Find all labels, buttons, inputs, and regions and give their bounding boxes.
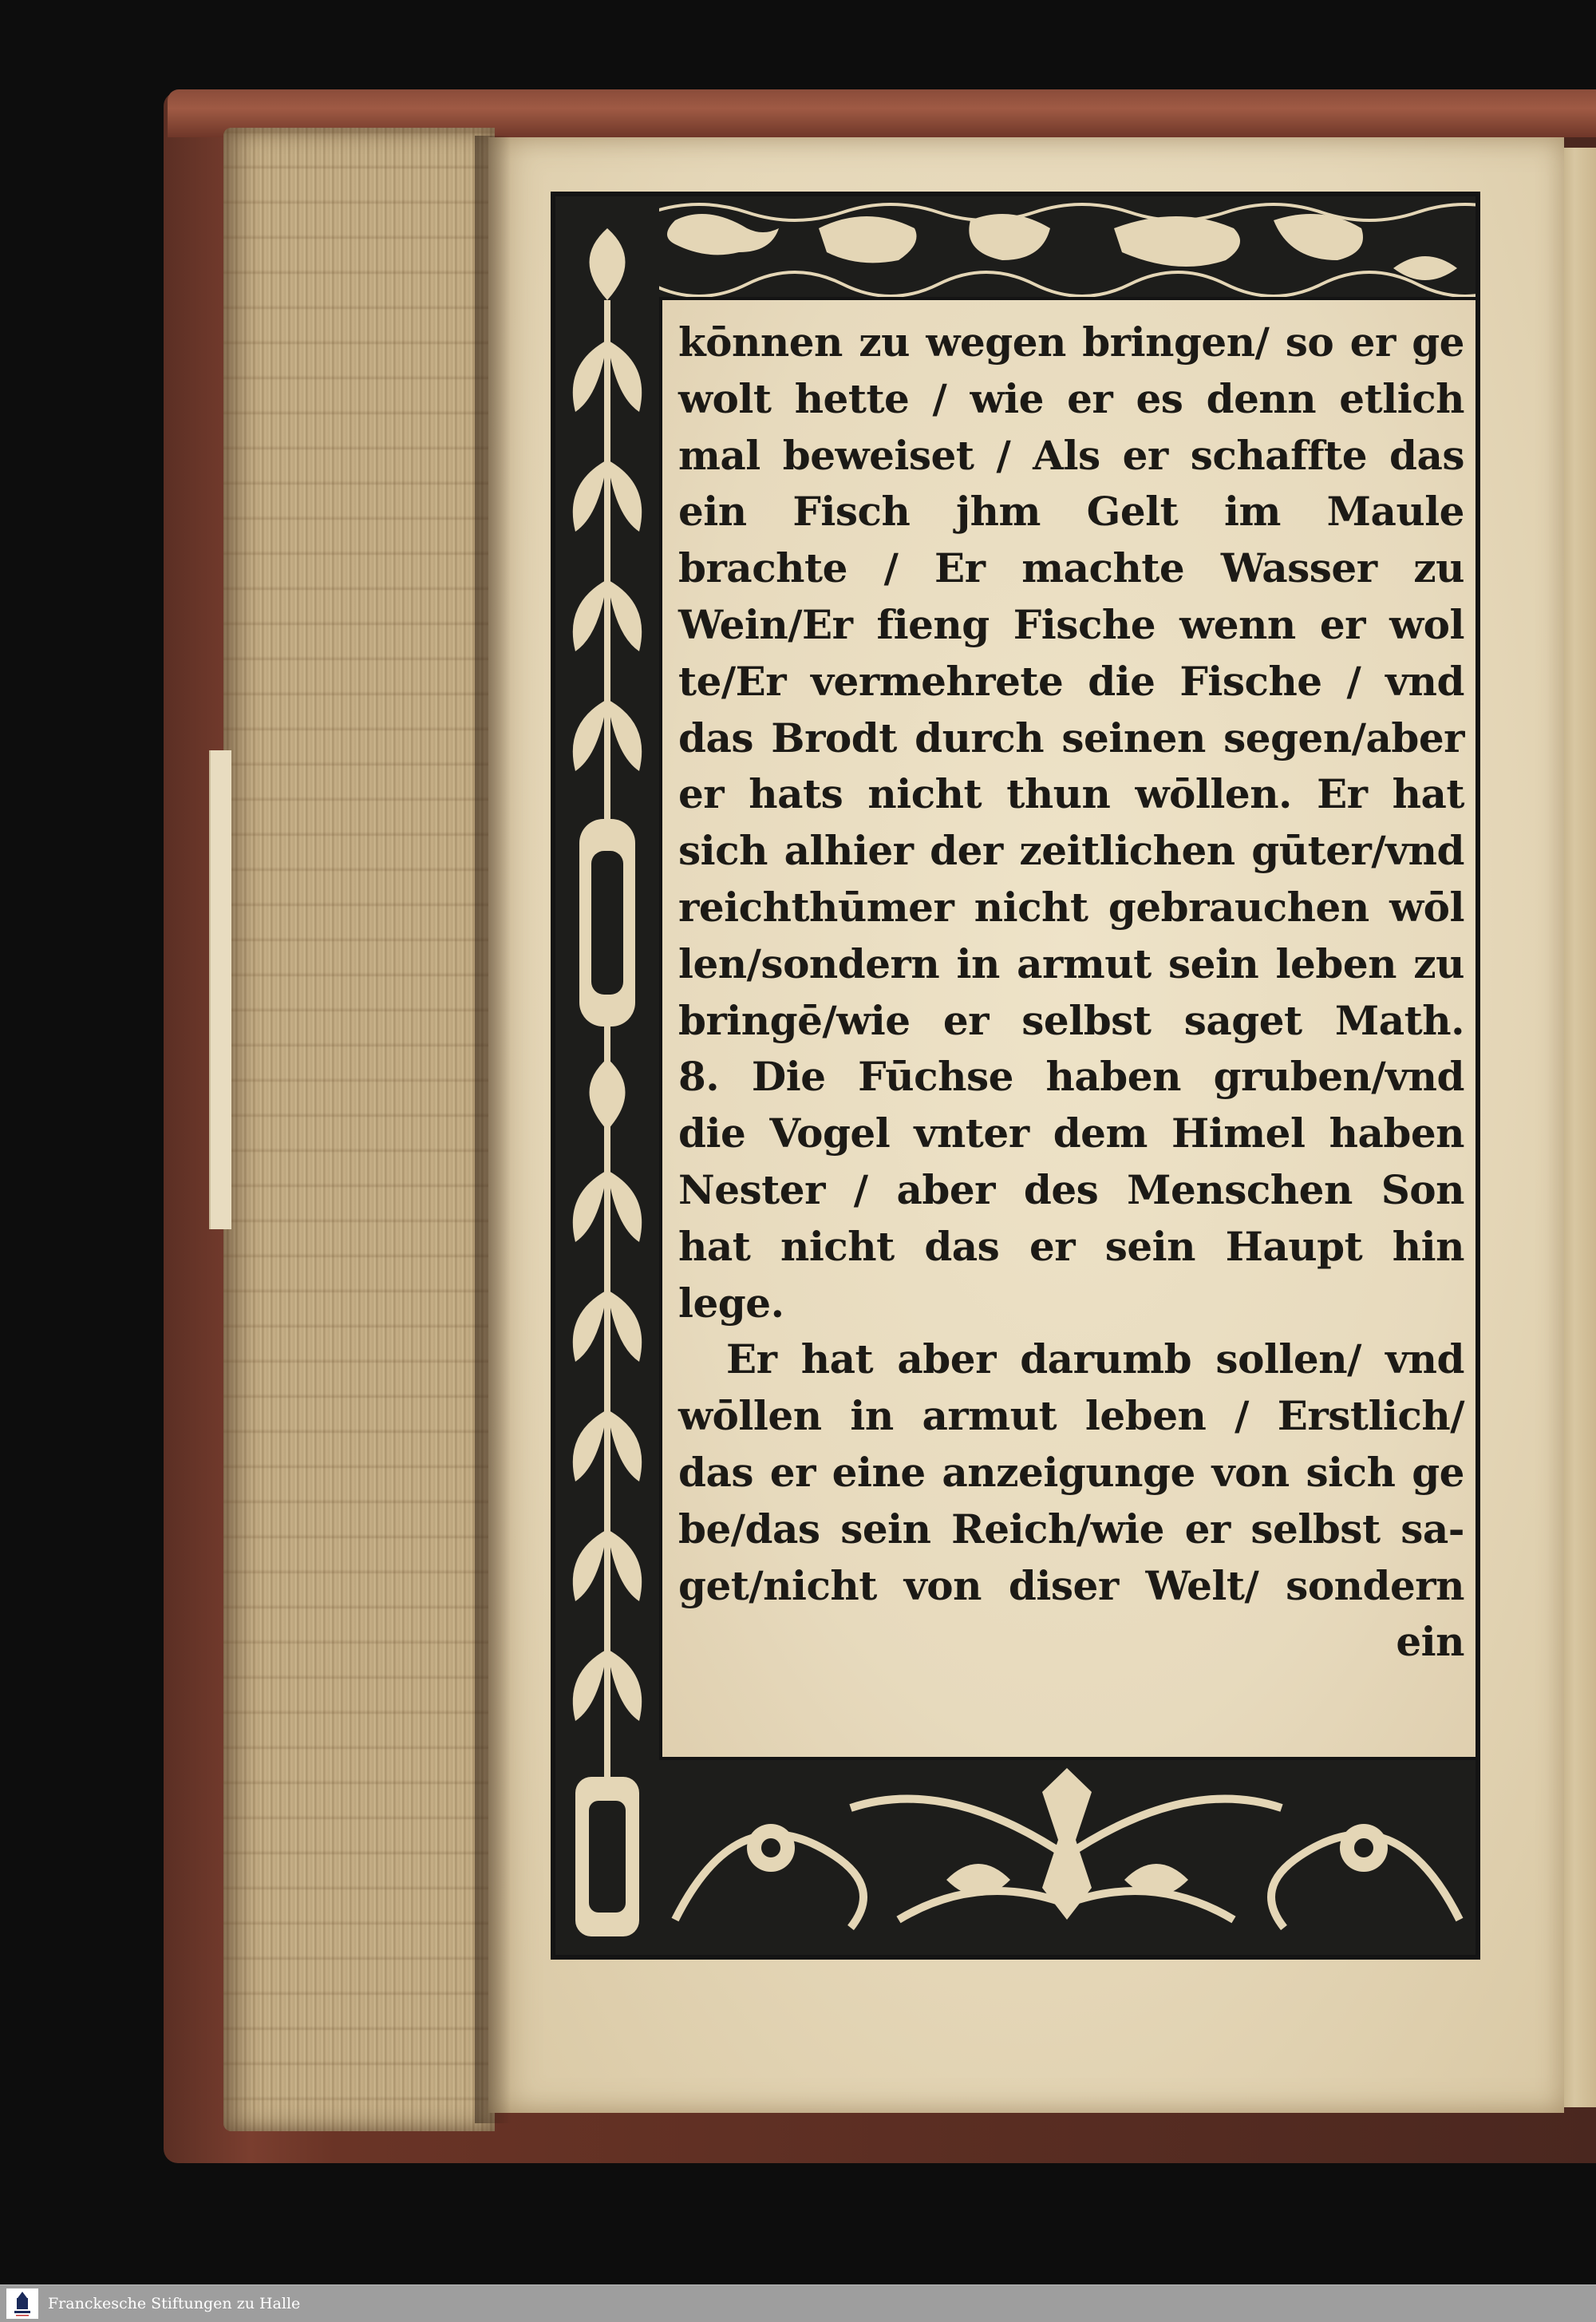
text-line: 8. Die Fūchse haben gruben/vnd [678, 1053, 1464, 1101]
text-line: sich alhier der zeitlichen gūter/vnd [678, 827, 1464, 875]
text-line: das Brodt durch seinen segen/aber [678, 714, 1464, 761]
text-line: Nester / aber des Menschen Son [678, 1165, 1464, 1213]
text-line: lege. [678, 1279, 784, 1327]
text-line: mal beweiset / Als er schaffte das [678, 431, 1464, 479]
footer-bar [0, 2284, 1596, 2322]
bottom-woodcut-panel [659, 1760, 1476, 1955]
animal-frieze-ornament-icon [555, 196, 1476, 297]
institution-credit: Franckesche Stiftungen zu Halle [48, 2295, 301, 2312]
text-line: brachte / Er machte Wasser zu [678, 544, 1464, 592]
text-line: Er hat aber darumb sollen/ vnd [726, 1335, 1464, 1383]
page-edges-block [223, 128, 495, 2131]
text-line: hat nicht das er sein Haupt hin [678, 1222, 1464, 1270]
inserted-paper-slip [209, 750, 231, 1229]
text-line: bringē/wie er selbst saget Math. [678, 996, 1464, 1044]
text-line: te/Er vermehrete die Fische / vnd [678, 657, 1464, 705]
text-line: das er eine anzeigunge von sich ge [678, 1448, 1464, 1496]
text-line: get/nicht von diser Welt/ sondern [678, 1561, 1464, 1609]
gutter-shadow [475, 136, 511, 2123]
grotesque-scroll-ornament-icon [659, 1760, 1476, 1955]
text-line: reichthūmer nicht gebrauchen wōl [678, 883, 1464, 931]
text-area [659, 297, 1476, 1760]
text-line: len/sondern in armut sein leben zu [678, 939, 1464, 987]
text-line: wōllen in armut leben / Erstlich/ [678, 1392, 1464, 1440]
top-woodcut-panel [555, 196, 1476, 297]
catchword: ein [1396, 1618, 1464, 1666]
vase-and-foliage-ornament-icon [555, 196, 659, 1955]
text-line: ein Fisch jhm Gelt im Maule [678, 488, 1464, 536]
text-line: kōnnen zu wegen bringen/ so er ge [678, 318, 1464, 366]
text-line: wolt hette / wie er es denn etlich [678, 374, 1464, 422]
text-line: er hats nicht thun wōllen. Er hat [678, 770, 1464, 818]
left-woodcut-panel [555, 196, 659, 1955]
text-line: die Vogel vnter dem Himel haben [678, 1110, 1464, 1157]
text-line: be/das sein Reich/wie er selbst sa- [678, 1505, 1464, 1553]
page-text [678, 314, 1464, 1671]
text-line: Wein/Er fieng Fische wenn er wol [678, 600, 1464, 648]
franckesche-stiftungen-logo-icon [6, 2288, 38, 2319]
